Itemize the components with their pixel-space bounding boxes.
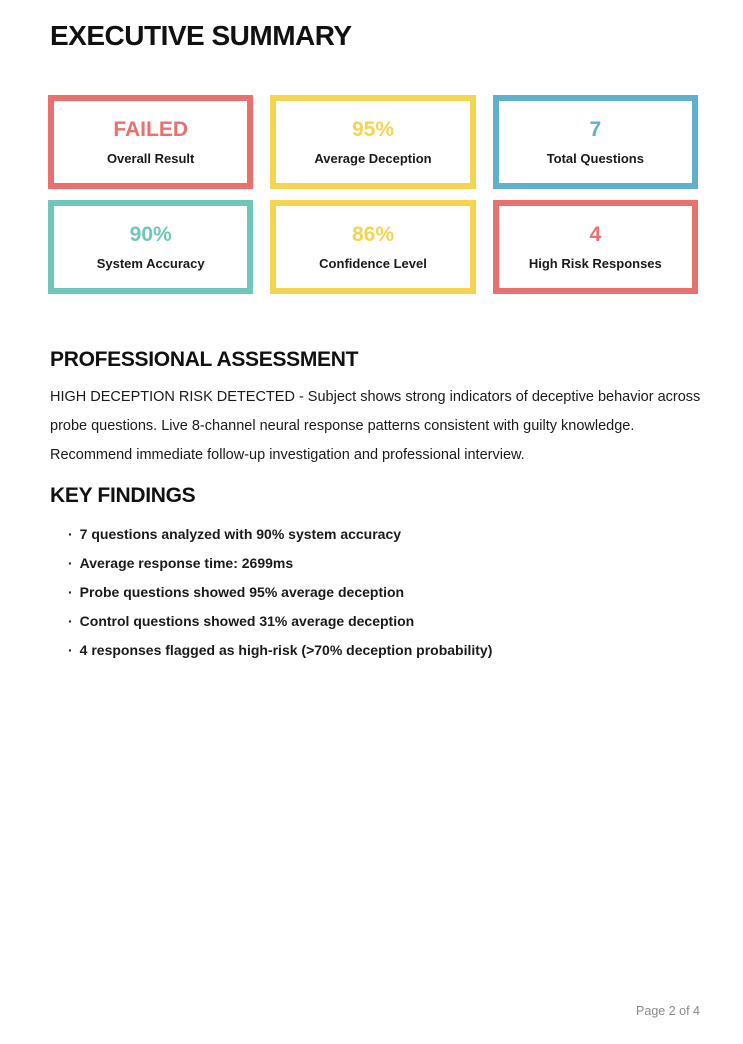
finding-text: Average response time: 2699ms [79,555,294,571]
stat-card-label: High Risk Responses [528,256,662,271]
page-number: Page 2 of 4 [636,1004,700,1018]
stat-cards-grid [48,95,698,294]
finding-item [68,607,698,636]
stat-card [48,95,253,189]
stat-card-value: 7 [589,118,602,141]
finding-text: Control questions showed 31% average deception [79,613,415,629]
stat-card-label: Overall Result [106,151,195,166]
bullet-marker: · [68,642,73,658]
stat-card-value: 90% [129,223,172,246]
stat-card-label: System Accuracy [96,256,205,271]
finding-item [68,520,698,549]
bullet-marker: · [68,526,73,542]
assessment-heading: PROFESSIONAL ASSESSMENT [50,348,359,371]
finding-item [68,549,698,578]
bullet-marker: · [68,613,73,629]
finding-text: 7 questions analyzed with 90% system accuracy [79,526,402,542]
stat-card [270,200,475,294]
stat-card-label: Confidence Level [319,256,427,271]
page-title: EXECUTIVE SUMMARY [50,20,352,51]
stat-card [48,200,253,294]
stat-card-value: 4 [589,223,602,246]
finding-item [68,636,698,665]
stat-card-value: 86% [351,223,394,246]
stat-card [493,200,698,294]
bullet-marker: · [68,584,73,600]
stat-card [493,95,698,189]
stat-card-label: Average Deception [314,151,432,166]
finding-item [68,578,698,607]
assessment-body-text: HIGH DECEPTION RISK DETECTED - Subject shows strong indicators of deceptive behavior across probe questions. Live 8-channel neural response patterns consistent with guilty knowledge. Recommend immediate follow-up investigation and professional interview. [50,389,701,463]
stat-card-value: 95% [351,118,394,141]
finding-text: 4 responses flagged as high-risk (>70% deception probability) [79,642,493,658]
bullet-marker: · [68,555,73,571]
stat-card [270,95,475,189]
stat-card-value: FAILED [113,118,188,141]
findings-heading: KEY FINDINGS [50,484,196,507]
stat-card-label: Total Questions [546,151,644,166]
finding-text: Probe questions showed 95% average deception [79,584,405,600]
findings-list [50,520,698,665]
